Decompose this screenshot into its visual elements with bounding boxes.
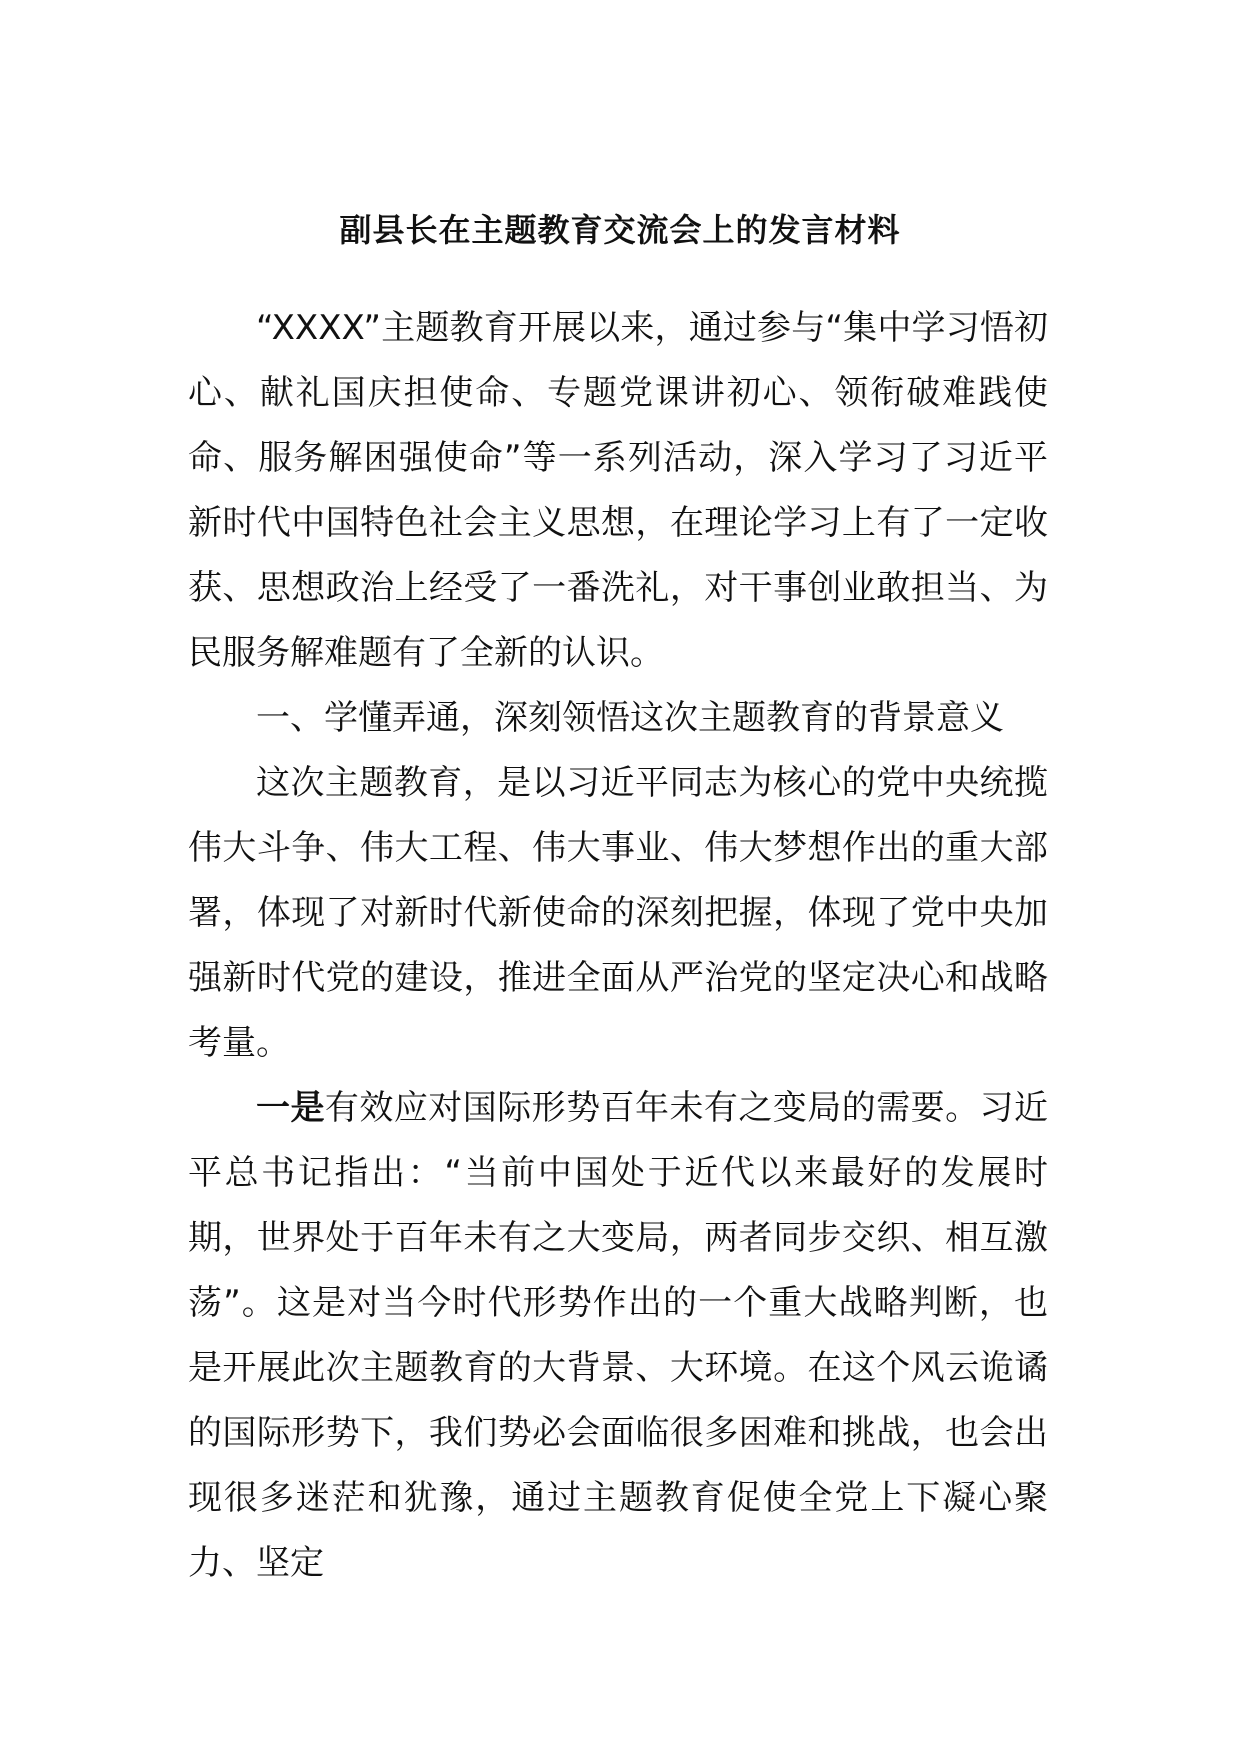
point-one-lead: 一是 (256, 1088, 325, 1128)
document-body (188, 296, 1048, 1596)
background-paragraph: 这次主题教育，是以习近平同志为核心的党中央统揽伟大斗争、伟大工程、伟大事业、伟大梦想作出的重大部署，体现了对新时代新使命的深刻把握，体现了党中央加强新时代党的建设，推进全面从严治党的坚定决心和战略考量。 (188, 763, 1048, 1063)
point-one-text: 有效应对国际形势百年未有之变局的需要。习近平总书记指出：“当前中国处于近代以来最好的发展时期，世界处于百年未有之大变局，两者同步交织、相互激荡”。这是对当今时代形势作出的一个重大战略判断，也是开展此次主题教育的大背景、大环境。在这个风云诡谲的国际形势下，我们势必会面临很多困难和挑战，也会出现很多迷茫和犹豫，通过主题教育促使全党上下凝心聚力、坚定 (188, 1088, 1049, 1583)
point-one-paragraph (188, 1076, 1048, 1596)
document-title: 副县长在主题教育交流会上的发言材料 (339, 211, 901, 249)
intro-paragraph: “XXXX”主题教育开展以来，通过参与“集中学习悟初心、献礼国庆担使命、专题党课讲初心、领衔破难践使命、服务解困强使命”等一系列活动，深入学习了习近平新时代中国特色社会主义思想，在理论学习上有了一定收获、思想政治上经受了一番洗礼，对干事创业敢担当、为民服务解难题有了全新的认识。 (188, 308, 1048, 673)
section-heading-1: 一、学懂弄通，深刻领悟这次主题教育的背景意义 (256, 698, 1004, 738)
